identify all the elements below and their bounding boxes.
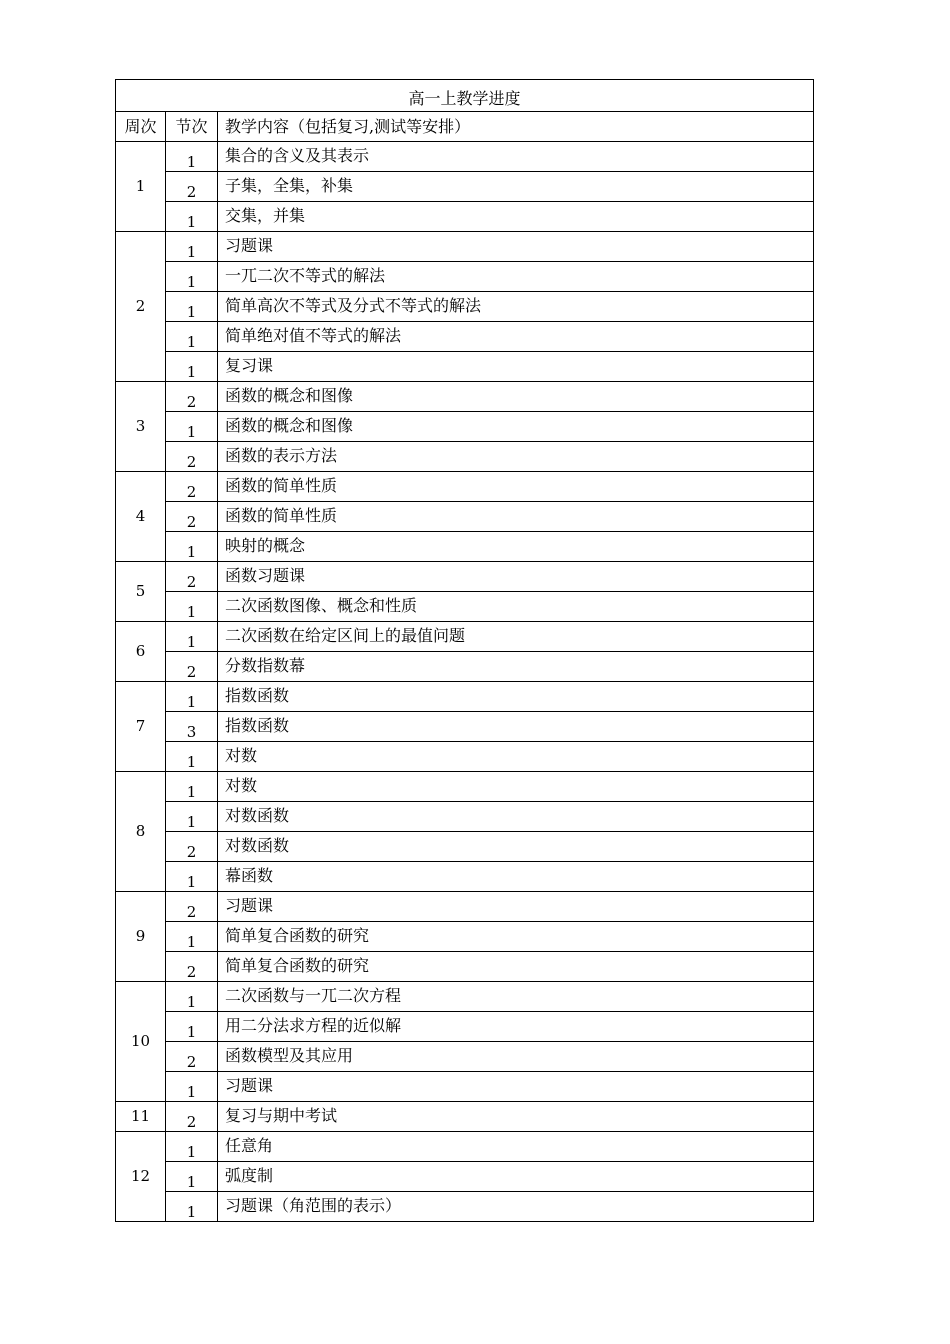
lesson-count-cell: 1 <box>166 322 218 352</box>
lesson-count-cell: 1 <box>166 352 218 382</box>
table-row <box>116 352 814 382</box>
lesson-count-cell: 1 <box>166 1132 218 1162</box>
week-number-cell: 7 <box>116 682 166 772</box>
table-row <box>116 532 814 562</box>
week-number-cell: 10 <box>116 982 166 1102</box>
table-row <box>116 652 814 682</box>
table-row <box>116 712 814 742</box>
lesson-count-cell: 2 <box>166 472 218 502</box>
lesson-count-cell: 1 <box>166 862 218 892</box>
week-number-cell: 4 <box>116 472 166 562</box>
lesson-content-cell: 习题课 <box>218 232 814 262</box>
lesson-content-cell: 习题课（角范围的表示） <box>218 1192 814 1222</box>
lesson-count-cell: 1 <box>166 982 218 1012</box>
lesson-content-cell: 任意角 <box>218 1132 814 1162</box>
table-row <box>116 1042 814 1072</box>
lesson-content-cell: 子集，全集，补集 <box>218 172 814 202</box>
teaching-schedule-table <box>115 79 814 1222</box>
lesson-count-cell: 3 <box>166 712 218 742</box>
week-number-cell: 2 <box>116 232 166 382</box>
lesson-content-cell: 简单高次不等式及分式不等式的解法 <box>218 292 814 322</box>
week-number-cell: 8 <box>116 772 166 892</box>
table-row <box>116 292 814 322</box>
lesson-count-cell: 1 <box>166 412 218 442</box>
lesson-count-cell: 2 <box>166 172 218 202</box>
lesson-count-cell: 2 <box>166 1102 218 1132</box>
header-row <box>116 112 814 142</box>
week-number-cell: 1 <box>116 142 166 232</box>
lesson-content-cell: 函数的概念和图像 <box>218 412 814 442</box>
lesson-content-cell: 对数函数 <box>218 802 814 832</box>
lesson-content-cell: 指数函数 <box>218 682 814 712</box>
lesson-content-cell: 用二分法求方程的近似解 <box>218 1012 814 1042</box>
table-row <box>116 412 814 442</box>
table-row <box>116 322 814 352</box>
lesson-content-cell: 映射的概念 <box>218 532 814 562</box>
header-lesson: 节次 <box>166 112 218 142</box>
lesson-content-cell: 函数的概念和图像 <box>218 382 814 412</box>
table-row <box>116 442 814 472</box>
lesson-count-cell: 1 <box>166 532 218 562</box>
lesson-count-cell: 1 <box>166 742 218 772</box>
lesson-content-cell: 函数习题课 <box>218 562 814 592</box>
lesson-content-cell: 幕函数 <box>218 862 814 892</box>
lesson-content-cell: 函数的表示方法 <box>218 442 814 472</box>
lesson-content-cell: 对数函数 <box>218 832 814 862</box>
lesson-count-cell: 1 <box>166 1162 218 1192</box>
lesson-count-cell: 2 <box>166 562 218 592</box>
lesson-count-cell: 2 <box>166 442 218 472</box>
table-row <box>116 622 814 652</box>
lesson-count-cell: 1 <box>166 922 218 952</box>
lesson-count-cell: 1 <box>166 262 218 292</box>
week-number-cell: 5 <box>116 562 166 622</box>
lesson-count-cell: 1 <box>166 622 218 652</box>
week-number-cell: 9 <box>116 892 166 982</box>
lesson-count-cell: 2 <box>166 652 218 682</box>
table-row <box>116 1132 814 1162</box>
lesson-count-cell: 2 <box>166 1042 218 1072</box>
lesson-content-cell: 简单复合函数的研究 <box>218 952 814 982</box>
lesson-content-cell: 二次函数与一兀二次方程 <box>218 982 814 1012</box>
header-content: 教学内容（包括复习,测试等安排） <box>218 112 814 142</box>
lesson-content-cell: 函数的简单性质 <box>218 472 814 502</box>
lesson-count-cell: 2 <box>166 952 218 982</box>
table-row <box>116 232 814 262</box>
lesson-content-cell: 函数模型及其应用 <box>218 1042 814 1072</box>
table-row <box>116 1072 814 1102</box>
lesson-count-cell: 1 <box>166 1192 218 1222</box>
lesson-count-cell: 1 <box>166 232 218 262</box>
lesson-content-cell: 二次函数在给定区间上的最值问题 <box>218 622 814 652</box>
table-row <box>116 1162 814 1192</box>
lesson-count-cell: 1 <box>166 802 218 832</box>
table-row <box>116 982 814 1012</box>
lesson-count-cell: 1 <box>166 1012 218 1042</box>
lesson-content-cell: 复习与期中考试 <box>218 1102 814 1132</box>
lesson-count-cell: 1 <box>166 202 218 232</box>
lesson-content-cell: 习题课 <box>218 1072 814 1102</box>
lesson-count-cell: 2 <box>166 502 218 532</box>
table-row <box>116 502 814 532</box>
table-row <box>116 172 814 202</box>
table-row <box>116 1192 814 1222</box>
lesson-content-cell: 交集，并集 <box>218 202 814 232</box>
table-row <box>116 592 814 622</box>
lesson-content-cell: 集合的含义及其表示 <box>218 142 814 172</box>
lesson-content-cell: 二次函数图像、概念和性质 <box>218 592 814 622</box>
table-row <box>116 142 814 172</box>
lesson-count-cell: 1 <box>166 142 218 172</box>
schedule-body <box>116 142 814 1222</box>
lesson-count-cell: 2 <box>166 892 218 922</box>
week-number-cell: 3 <box>116 382 166 472</box>
lesson-content-cell: 简单复合函数的研究 <box>218 922 814 952</box>
table-row <box>116 892 814 922</box>
table-row <box>116 832 814 862</box>
table-row <box>116 922 814 952</box>
title-row <box>116 80 814 112</box>
lesson-content-cell: 简单绝对值不等式的解法 <box>218 322 814 352</box>
lesson-content-cell: 函数的简单性质 <box>218 502 814 532</box>
table-row <box>116 682 814 712</box>
table-row <box>116 1012 814 1042</box>
table-row <box>116 382 814 412</box>
table-row <box>116 742 814 772</box>
lesson-count-cell: 2 <box>166 832 218 862</box>
lesson-count-cell: 2 <box>166 382 218 412</box>
lesson-count-cell: 1 <box>166 682 218 712</box>
lesson-count-cell: 1 <box>166 772 218 802</box>
table-row <box>116 802 814 832</box>
table-title: 高一上教学进度 <box>116 80 814 112</box>
lesson-content-cell: 对数 <box>218 742 814 772</box>
week-number-cell: 11 <box>116 1102 166 1132</box>
lesson-content-cell: 分数指数幕 <box>218 652 814 682</box>
lesson-count-cell: 1 <box>166 592 218 622</box>
table-row <box>116 952 814 982</box>
lesson-count-cell: 1 <box>166 1072 218 1102</box>
table-row <box>116 772 814 802</box>
lesson-content-cell: 习题课 <box>218 892 814 922</box>
table-row <box>116 472 814 502</box>
week-number-cell: 12 <box>116 1132 166 1222</box>
table-row <box>116 1102 814 1132</box>
table-row <box>116 562 814 592</box>
header-week: 周次 <box>116 112 166 142</box>
lesson-content-cell: 指数函数 <box>218 712 814 742</box>
table-row <box>116 202 814 232</box>
lesson-count-cell: 1 <box>166 292 218 322</box>
table-row <box>116 862 814 892</box>
table-row <box>116 262 814 292</box>
lesson-content-cell: 对数 <box>218 772 814 802</box>
lesson-content-cell: 弧度制 <box>218 1162 814 1192</box>
lesson-content-cell: 复习课 <box>218 352 814 382</box>
lesson-content-cell: 一兀二次不等式的解法 <box>218 262 814 292</box>
week-number-cell: 6 <box>116 622 166 682</box>
